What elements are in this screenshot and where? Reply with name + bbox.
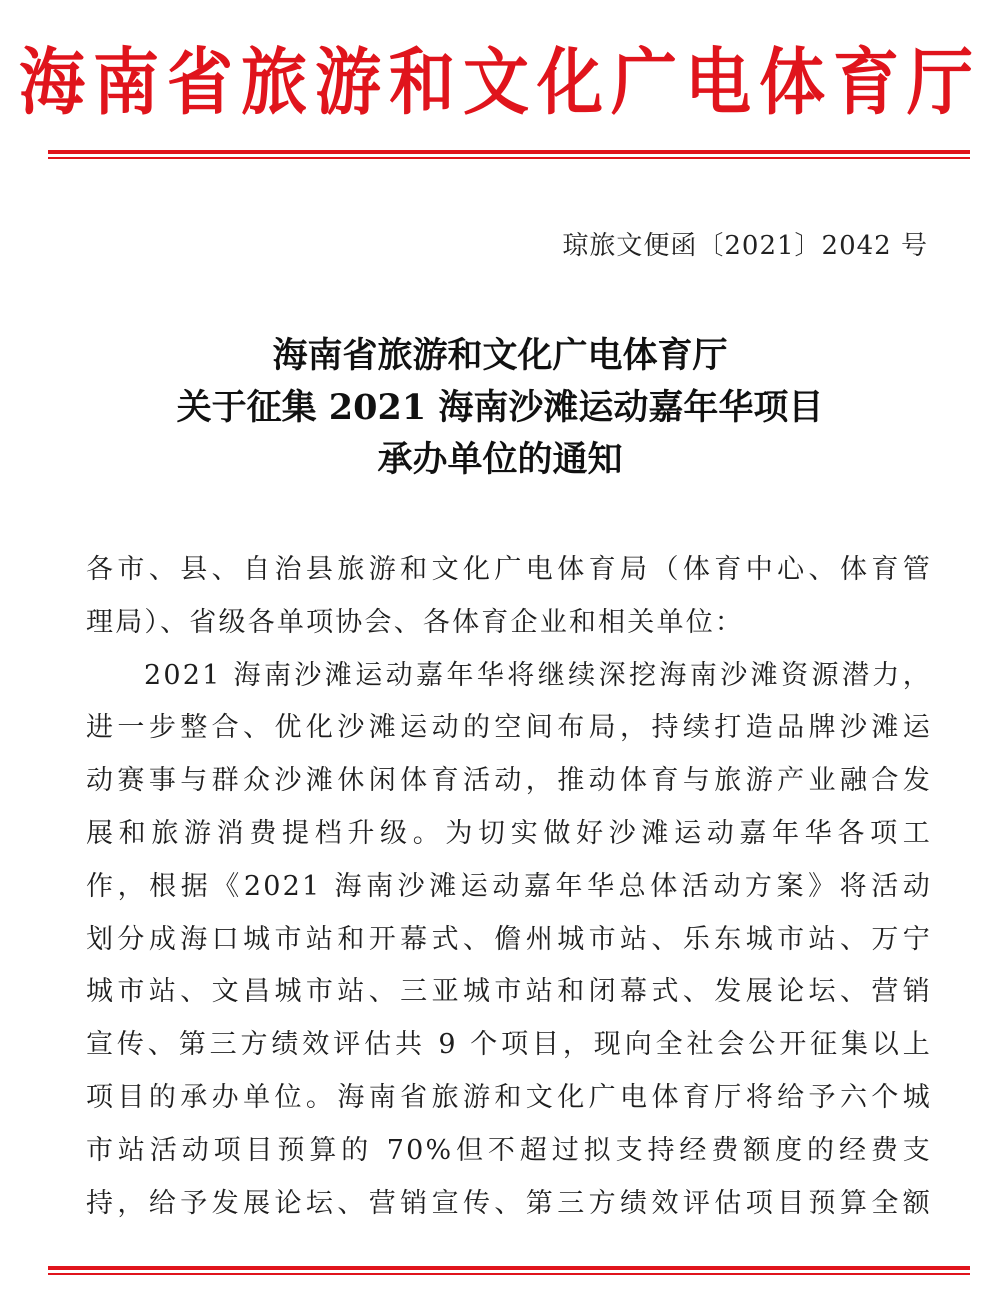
title-line: 关于征集 2021 海南沙滩运动嘉年华项目	[176, 387, 824, 428]
body-line: 进一步整合、优化沙滩运动的空间布局，持续打造品牌沙滩运	[86, 712, 932, 744]
title-line: 海南省旅游和文化广电体育厅	[272, 335, 728, 376]
body-line: 持，给予发展论坛、营销宣传、第三方绩效评估项目预算全额	[86, 1187, 932, 1219]
document-title	[0, 330, 1000, 486]
masthead-rule-thick	[48, 150, 970, 154]
document-number: 琼旅文便函〔2021〕2042 号	[562, 231, 928, 261]
body-line: 城市站、文昌城市站、三亚城市站和闭幕式、发展论坛、营销	[86, 976, 932, 1008]
body-line: 作，根据《2021 海南沙滩运动嘉年华总体活动方案》将活动	[86, 870, 932, 902]
title-line: 承办单位的通知	[377, 439, 623, 480]
masthead-title: 海南省旅游和文化广电体育厅	[19, 39, 981, 125]
footer-rule-thick	[48, 1266, 970, 1270]
body-line: 理局）、省级各单项协会、各体育企业和相关单位：	[86, 606, 745, 638]
body-line: 宣传、第三方绩效评估共 9 个项目，现向全社会公开征集以上	[86, 1029, 932, 1061]
document-body	[86, 544, 932, 1230]
body-line: 市站活动项目预算的 70%但不超过拟支持经费额度的经费支	[86, 1134, 932, 1166]
body-line: 2021 海南沙滩运动嘉年华将继续深挖海南沙滩资源潜力，	[144, 659, 932, 691]
body-line: 动赛事与群众沙滩休闲体育活动，推动体育与旅游产业融合发	[86, 765, 932, 797]
body-line: 划分成海口城市站和开幕式、儋州城市站、乐东城市站、万宁	[86, 923, 932, 955]
body-line: 展和旅游消费提档升级。为切实做好沙滩运动嘉年华各项工	[86, 817, 932, 849]
footer-rule-thin	[48, 1273, 970, 1275]
body-line: 各市、县、自治县旅游和文化广电体育局（体育中心、体育管	[86, 554, 932, 585]
body-line: 项目的承办单位。海南省旅游和文化广电体育厅将给予六个城	[86, 1081, 932, 1113]
masthead-rule-thin	[48, 157, 970, 159]
